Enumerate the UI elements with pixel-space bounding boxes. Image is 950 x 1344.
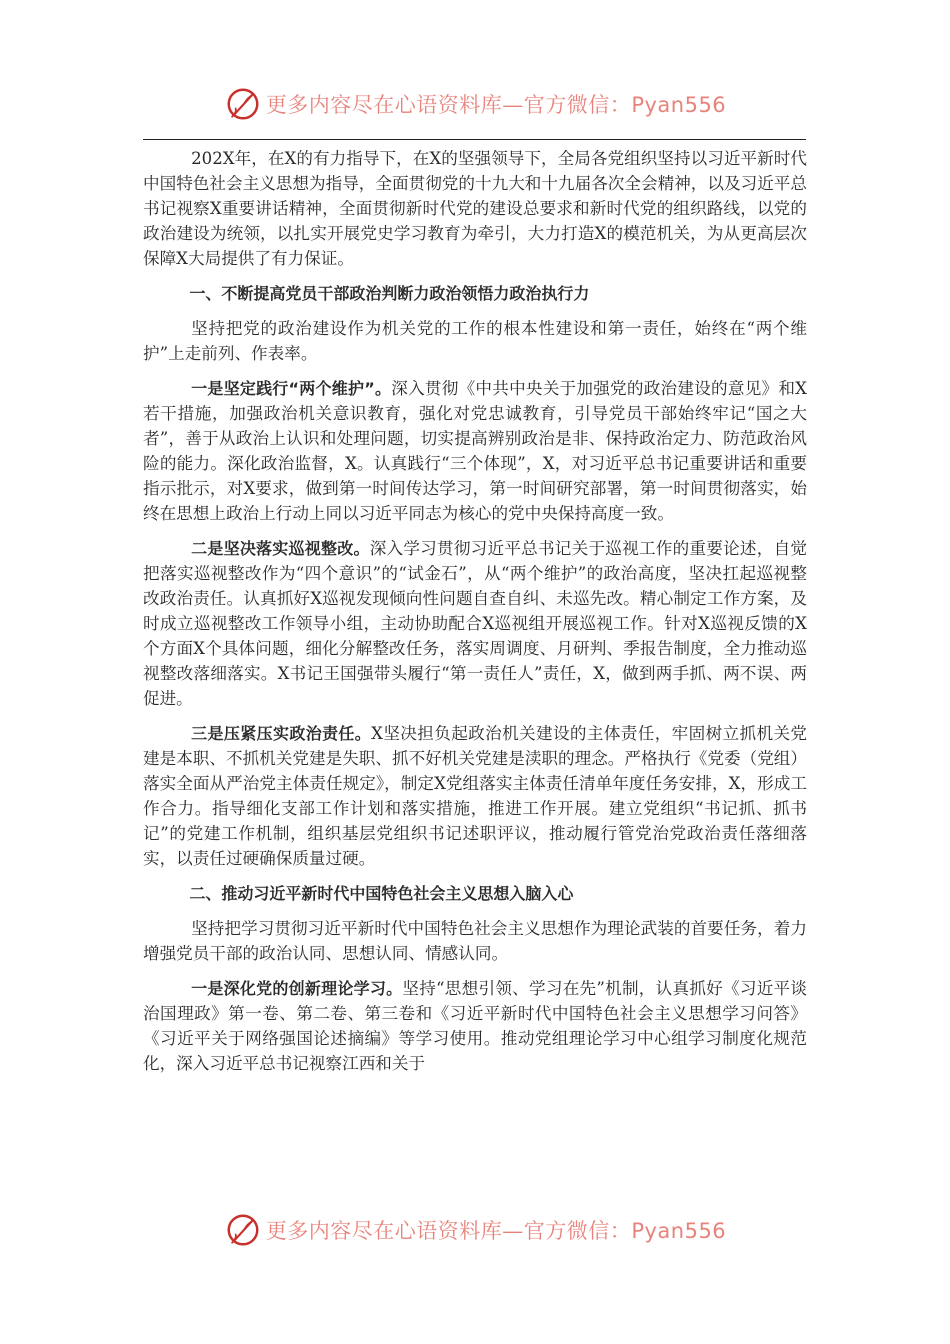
section-1-item-3	[143, 721, 807, 871]
item-body: 深入贯彻《中共中央关于加强党的政治建设的意见》和X若干措施，加强政治机关意识教育，强化对党忠诚教育，引导党员干部始终牢记“国之大者”，善于从政治上认识和处理问题，切实提高辨别政治是非、保持政治定力、防范政治风险的能力。深化政治监督，X。认真践行“三个体现”，X，对习近平总书记重要讲话和重要指示批示，对X要求，做到第一时间传达学习，第一时间研究部署，第一时间贯彻落实，始终在思想上政治上行动上同以习近平同志为核心的党中央保持高度一致。	[143, 379, 807, 523]
quill-logo-icon	[224, 1211, 262, 1249]
section-heading-2: 二、推动习近平新时代中国特色社会主义思想入脑入心	[189, 884, 574, 903]
banner-handle: Pyan556	[631, 93, 727, 117]
section-heading-1: 一、不断提高党员干部政治判断力政治领悟力政治执行力	[189, 284, 590, 303]
footer-watermark-banner	[0, 1208, 950, 1252]
section-1-item-2	[143, 536, 807, 711]
document-body	[143, 146, 807, 1086]
section-1-lead: 坚持把党的政治建设作为机关党的工作的根本性建设和第一责任，始终在“两个维护”上走前列、作表率。	[143, 319, 807, 363]
section-2-lead: 坚持把学习贯彻习近平新时代中国特色社会主义思想作为理论武装的首要任务，着力增强党员干部的政治认同、思想认同、情感认同。	[143, 919, 807, 963]
item-title: 二是坚决落实巡视整改。	[191, 539, 370, 558]
banner-text: 更多内容尽在心语资料库—官方微信：Pyan556	[265, 93, 727, 117]
banner-handle: Pyan556	[631, 1219, 727, 1243]
intro-paragraph: 202X年，在X的有力指导下，在X的坚强领导下，全局各党组织坚持以习近平新时代中国特色社会主义思想为指导，全面贯彻党的十九大和十九届各次全会精神，以及习近平总书记视察X重要讲话精神，全面贯彻新时代党的建设总要求和新时代党的组织路线，以党的政治建设为统领，以扎实开展党史学习教育为牵引，大力打造X的模范机关，为从更高层次保障X大局提供了有力保证。	[143, 149, 807, 268]
header-divider	[143, 139, 806, 140]
item-body: 深入学习贯彻习近平总书记关于巡视工作的重要论述，自觉把落实巡视整改作为“四个意识”的“试金石”，从“两个维护”的政治高度，坚决扛起巡视整改政治责任。认真抓好X巡视发现倾向性问题自查自纠、未巡先改。精心制定工作方案，及时成立巡视整改工作领导小组，主动协助配合X巡视组开展巡视工作。针对X巡视反馈的X个方面X个具体问题，细化分解整改任务，落实周调度、月研判、季报告制度，全力推动巡视整改落细落实。X书记王国强带头履行“第一责任人”责任，X，做到两手抓、两不误、两促进。	[143, 539, 807, 708]
item-title: 一是坚定践行“两个维护”。	[191, 379, 392, 398]
banner-text: 更多内容尽在心语资料库—官方微信：Pyan556	[265, 1219, 727, 1243]
section-2-item-1	[143, 976, 807, 1076]
item-title: 三是压紧压实政治责任。	[191, 724, 372, 743]
quill-logo-icon	[224, 85, 262, 123]
item-body: X坚决担负起政治机关建设的主体责任，牢固树立抓机关党建是本职、不抓机关党建是失职、抓不好机关党建是渎职的理念。严格执行《党委（党组）落实全面从严治党主体责任规定》，制定X党组落实主体责任清单年度任务安排，X，形成工作合力。指导细化支部工作计划和落实措施，推进工作开展。建立党组织“书记抓、抓书记”的党建工作机制，组织基层党组织书记述职评议，推动履行管党治党政治责任落细落实，以责任过硬确保质量过硬。	[143, 724, 807, 868]
header-watermark-banner	[0, 82, 950, 126]
section-1-item-1	[143, 376, 807, 526]
item-title: 一是深化党的创新理论学习。	[191, 979, 403, 998]
item-body: 坚持“思想引领、学习在先”机制，认真抓好《习近平谈治国理政》第一卷、第二卷、第三卷和《习近平新时代中国特色社会主义思想学习问答》《习近平关于网络强国论述摘编》等学习使用。推动党组理论学习中心组学习制度化规范化，深入习近平总书记视察江西和关于	[143, 979, 807, 1073]
